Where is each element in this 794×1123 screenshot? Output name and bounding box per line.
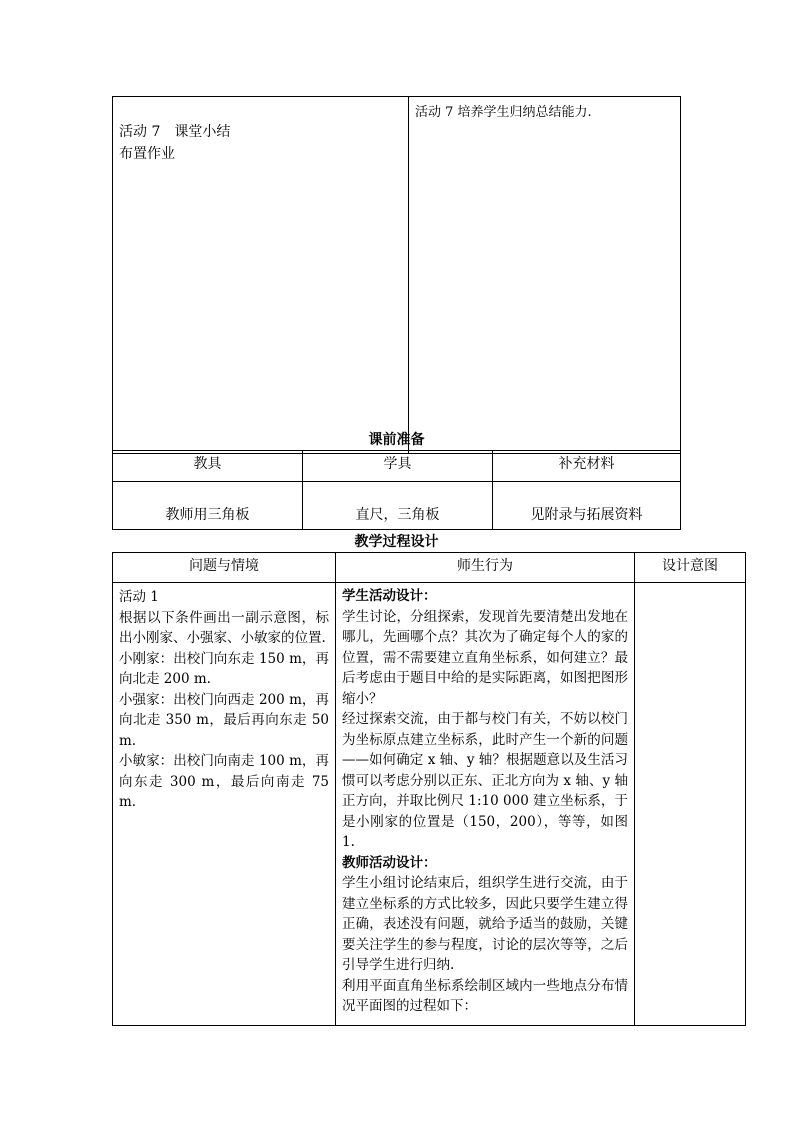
summary-activity-cell [113, 97, 409, 454]
activity-xiaomin: 小敏家：出校门向南走 100 m，再向东走 300 m，最后向南走 75 m. [119, 753, 329, 810]
prep-heading: 课前准备 [368, 432, 425, 448]
intent-cell [635, 583, 746, 1026]
activity-title: 活动 1 [119, 589, 159, 605]
student-design-title: 学生活动设计： [342, 588, 437, 604]
teacher-design-p2: 利用平面直角坐标系绘制区域内一些地点分布情况平面图的过程如下： [342, 977, 628, 1014]
prep-value-materials: 见附录与拓展资料 [493, 482, 681, 530]
prep-value-student-tools: 直尺，三角板 [303, 482, 493, 530]
student-design-p1: 学生讨论，分组探索，发现首先要清楚出发地在哪儿，先画哪个点？其次为了确定每个人的家的位置，需不需要建立直角坐标系，如何建立？最后考虑由于题目中给的是实际距离，如图把图形缩小？ [342, 608, 628, 707]
teacher-design-title: 教师活动设计： [342, 854, 437, 871]
activity-task: 根据以下条件画出一副示意图，标出小刚家、小强家、小敏家的位置. [119, 609, 329, 646]
teacher-design-p1: 学生小组讨论结束后，组织学生进行交流，由于建立坐标系的方式比较多，因此只要学生建立得正确，表述没有问题，就给予适当的鼓励，关键要关注学生的参与程度，讨论的层次等等，之后引导学生进行归纳. [342, 875, 628, 973]
prep-table [112, 450, 681, 530]
activity-xiaogang: 小刚家：出校门向东走 150 m，再向北走 200 m. [119, 650, 329, 687]
student-design-p2: 经过探索交流，由于都与校门有关，不妨以校门为坐标原点建立坐标系，此时产生一个新的问题——如何确定 x 轴、y 轴？根据题意以及生活习惯可以考虑分别以正东、正北方向为 x 轴、y 轴正方向，并取比例尺 1:10 000 建立坐标系，于是小刚家的位置是（150，200），等等，如图 1. [342, 711, 628, 850]
activity-cell [113, 583, 336, 1026]
process-header-problem: 问题与情境 [113, 553, 336, 583]
summary-intent-cell [409, 97, 681, 454]
prep-header-student-tools: 学具 [303, 451, 493, 482]
prep-header-materials: 补充材料 [493, 451, 681, 482]
summary-intent-text: 活动 7 培养学生归纳总结能力. [415, 105, 592, 120]
process-heading: 教学过程设计 [354, 534, 439, 550]
process-header-intent: 设计意图 [635, 553, 746, 583]
summary-homework: 布置作业 [119, 146, 175, 162]
process-table [112, 552, 746, 1026]
summary-table [112, 96, 681, 454]
process-header-behavior: 师生行为 [336, 553, 635, 583]
prep-value-teaching-aids: 教师用三角板 [113, 482, 303, 530]
behavior-cell [336, 583, 635, 1026]
activity-xiaoqiang: 小强家：出校门向西走 200 m，再向北走 350 m，最后再向东走 50 m. [119, 691, 329, 749]
prep-header-teaching-aids: 教具 [113, 451, 303, 482]
summary-activity-title: 活动 7 课堂小结 [119, 124, 231, 140]
